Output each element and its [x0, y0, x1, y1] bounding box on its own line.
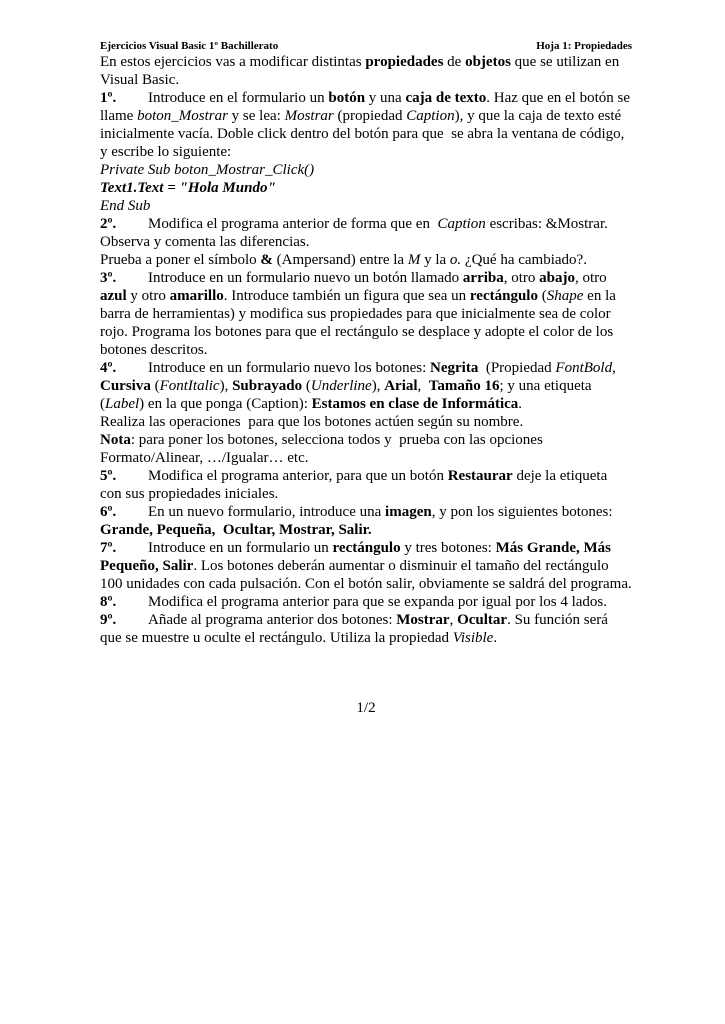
- exercise-7-paragraph: 7º. Introduce en un formulario un rectángulo y tres botones: Más Grande, Más Pequeño, Salir. Los botones deberán aumentar o disminuir el tamaño del rectángulo 100 unidades con cada pulsación. Con el botón salir, obviamente se saldrá del programa.: [100, 540, 632, 592]
- exercise-2-paragraph: 2º. Modifica el programa anterior de forma que en Caption escribas: &Mostrar. Observa y comenta las diferencias. Prueba a poner el símbolo & (Ampersand) entre la M y la o. ¿Qué ha cambiado?.: [100, 216, 608, 268]
- exercise-3-paragraph: 3º. Introduce en un formulario nuevo un botón llamado arriba, otro abajo, otro azul y otro amarillo. Introduce también un figura que sea un rectángulo (Shape en la barra de herramientas) y modifica sus propiedades para que inicialmente sea de color rojo. Programa los botones para que el rectángulo se desplace y adopte el color de los botones descritos.: [100, 270, 620, 358]
- page-header: [100, 40, 632, 53]
- header-left-title: Ejercicios Visual Basic 1º Bachillerato: [100, 40, 279, 52]
- exercise-8-paragraph: 8º. Modifica el programa anterior para que se expanda por igual por los 4 lados.: [100, 594, 608, 610]
- page-number: 1/2: [356, 700, 376, 716]
- exercise-5-paragraph: 5º. Modifica el programa anterior, para que un botón Restaurar deje la etiqueta con sus propiedades iniciales.: [100, 468, 611, 502]
- intro-paragraph: En estos ejercicios vas a modificar distintas propiedades de objetos que se utilizan en Visual Basic.: [100, 54, 623, 88]
- exercise-4-paragraph: 4º. Introduce en un formulario nuevo los botones: Negrita (Propiedad FontBold, Cursiva (FontItalic), Subrayado (Underline), Arial, Tamaño 16; y una etiqueta (Label) en la que ponga (Caption): Estamos en clase de Informática. Realiza las operaciones para que los botones actúen según su nombre. Nota: para poner los botones, selecciona todos y prueba con las opciones Formato/Alinear, …/Igualar… etc.: [100, 360, 620, 466]
- header-right-title: Hoja 1: Propiedades: [536, 40, 632, 52]
- code-block: Private Sub boton_Mostrar_Click() Text1.Text = "Hola Mundo" End Sub: [100, 162, 315, 214]
- exercise-6-paragraph: 6º. En un nuevo formulario, introduce una imagen, y pon los siguientes botones: Grande, Pequeña, Ocultar, Mostrar, Salir.: [100, 504, 613, 538]
- exercise-1-paragraph: 1º. Introduce en el formulario un botón y una caja de texto. Haz que en el botón se llame boton_Mostrar y se lea: Mostrar (propiedad Caption), y que la caja de texto esté inicialmente vacía. Doble click dentro del botón para que se abra la ventana de código, y escribe lo siguiente:: [100, 90, 634, 160]
- exercise-9-paragraph: 9º. Añade al programa anterior dos botones: Mostrar, Ocultar. Su función será que se muestre u oculte el rectángulo. Utiliza la propiedad Visible.: [100, 612, 612, 646]
